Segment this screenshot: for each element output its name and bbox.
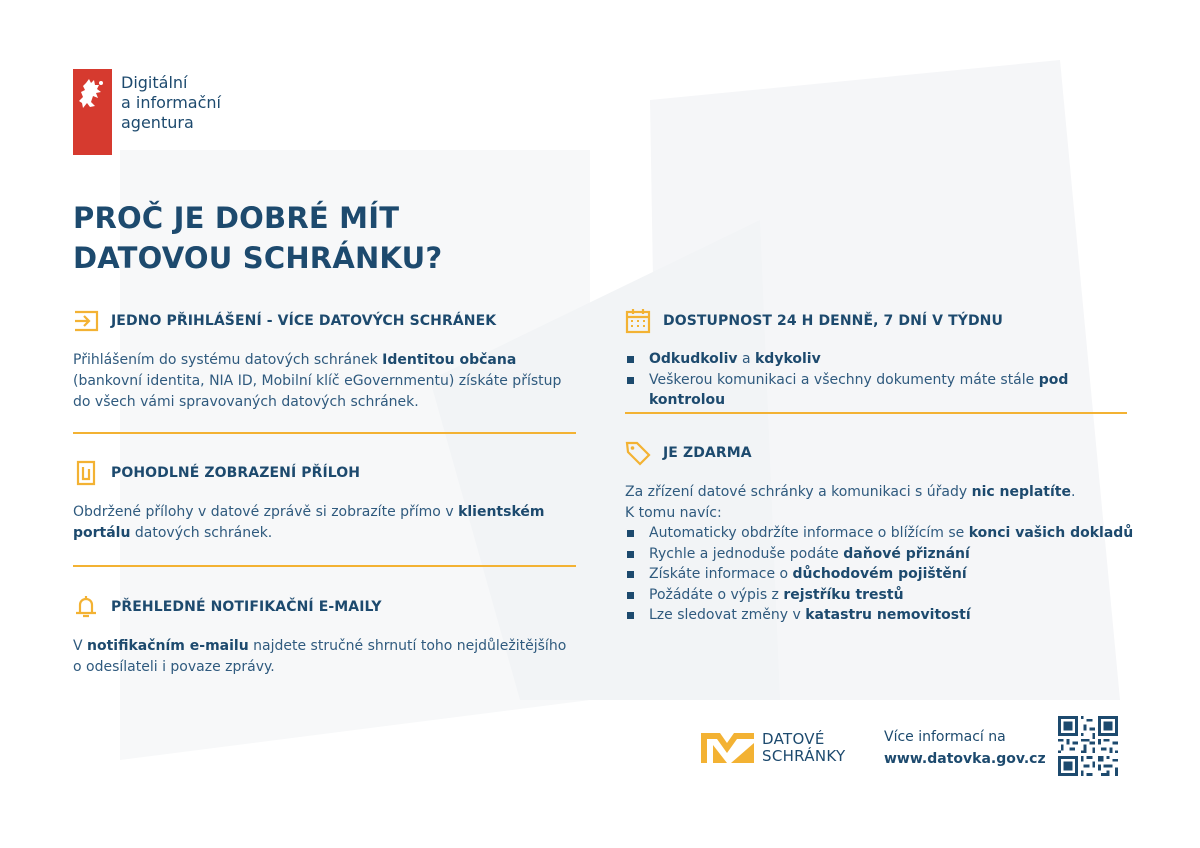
list-item: Získáte informace o důchodovém pojištění <box>625 564 1145 585</box>
title-line-2: DATOVOU SCHRÁNKU? <box>73 241 443 275</box>
section-heading: PŘEHLEDNÉ NOTIFIKAČNÍ E-MAILY <box>111 599 382 615</box>
attachment-clip-icon <box>73 460 99 486</box>
section-attachments <box>73 458 578 544</box>
section-header <box>73 458 578 488</box>
section-heading: JEDNO PŘIHLÁŠENÍ - VÍCE DATOVÝCH SCHRÁNEK <box>111 313 497 329</box>
price-tag-icon <box>625 440 651 466</box>
logo-text <box>121 73 221 133</box>
more-info <box>884 726 1046 770</box>
list-item: Odkudkoliv a kdykoliv <box>625 349 1145 370</box>
divider <box>625 412 1127 414</box>
section-header <box>73 592 578 622</box>
more-info-url[interactable]: www.datovka.gov.cz <box>884 751 1046 767</box>
bell-icon <box>73 594 99 620</box>
section-header <box>73 306 578 336</box>
ds-line-2: SCHRÁNKY <box>762 747 846 765</box>
datove-schranky-logo-icon <box>701 733 754 763</box>
ds-logo-text <box>762 731 845 765</box>
dia-logo <box>73 69 221 155</box>
list-item: Automaticky obdržíte informace o blížícím se konci vašich dokladů <box>625 523 1145 544</box>
section-heading: POHODLNÉ ZOBRAZENÍ PŘÍLOH <box>111 465 361 481</box>
section-text: Přihlášením do systému datových schránek Identitou občana (bankovní identita, NIA ID, Mobilní klíč eGovernmentu) získáte přístup do všech vámi spravovaných datových schránek. <box>73 352 562 410</box>
list-item: Veškerou komunikaci a všechny dokumenty máte stále pod kontrolou <box>625 370 1145 411</box>
page-title <box>73 198 442 278</box>
section-free <box>625 438 1145 626</box>
qr-code-icon[interactable] <box>1058 716 1118 776</box>
section-single-login <box>73 306 578 413</box>
list-item: Rychle a jednoduše podáte daňové přiznání <box>625 544 1145 565</box>
section-header <box>625 438 1145 468</box>
availability-list <box>625 349 1145 411</box>
list-item: Požádáte o výpis z rejstříku trestů <box>625 585 1145 606</box>
divider <box>73 432 576 434</box>
datove-schranky-logo <box>701 731 845 765</box>
logo-line-1: Digitální <box>121 73 188 92</box>
calendar-icon <box>625 308 651 334</box>
section-text: Obdržené přílohy v datové zprávě si zobrazíte přímo v klientském portálu datových schránek. <box>73 504 545 541</box>
ds-line-1: DATOVÉ <box>762 730 825 748</box>
czech-lion-icon <box>73 69 112 155</box>
section-text: Za zřízení datové schránky a komunikaci s úřady nic neplatíte. K tomu navíc: <box>625 484 1076 521</box>
section-heading: DOSTUPNOST 24 H DENNĚ, 7 DNÍ V TÝDNU <box>663 313 1003 329</box>
logo-line-3: agentura <box>121 113 194 132</box>
list-item: Lze sledovat změny v katastru nemovitostí <box>625 605 1145 626</box>
benefits-list <box>625 523 1145 626</box>
login-arrow-icon <box>73 308 99 334</box>
section-header <box>625 306 1145 336</box>
divider <box>73 565 576 567</box>
section-notifications <box>73 592 578 678</box>
title-line-1: PROČ JE DOBRÉ MÍT <box>73 201 400 235</box>
section-availability <box>625 306 1145 411</box>
more-info-label: Více informací na <box>884 729 1006 745</box>
section-text: V notifikačním e-mailu najdete stručné shrnutí toho nejdůležitějšího o odesílateli i povaze zprávy. <box>73 638 567 675</box>
logo-line-2: a informační <box>121 93 221 112</box>
section-heading: JE ZDARMA <box>663 445 752 461</box>
